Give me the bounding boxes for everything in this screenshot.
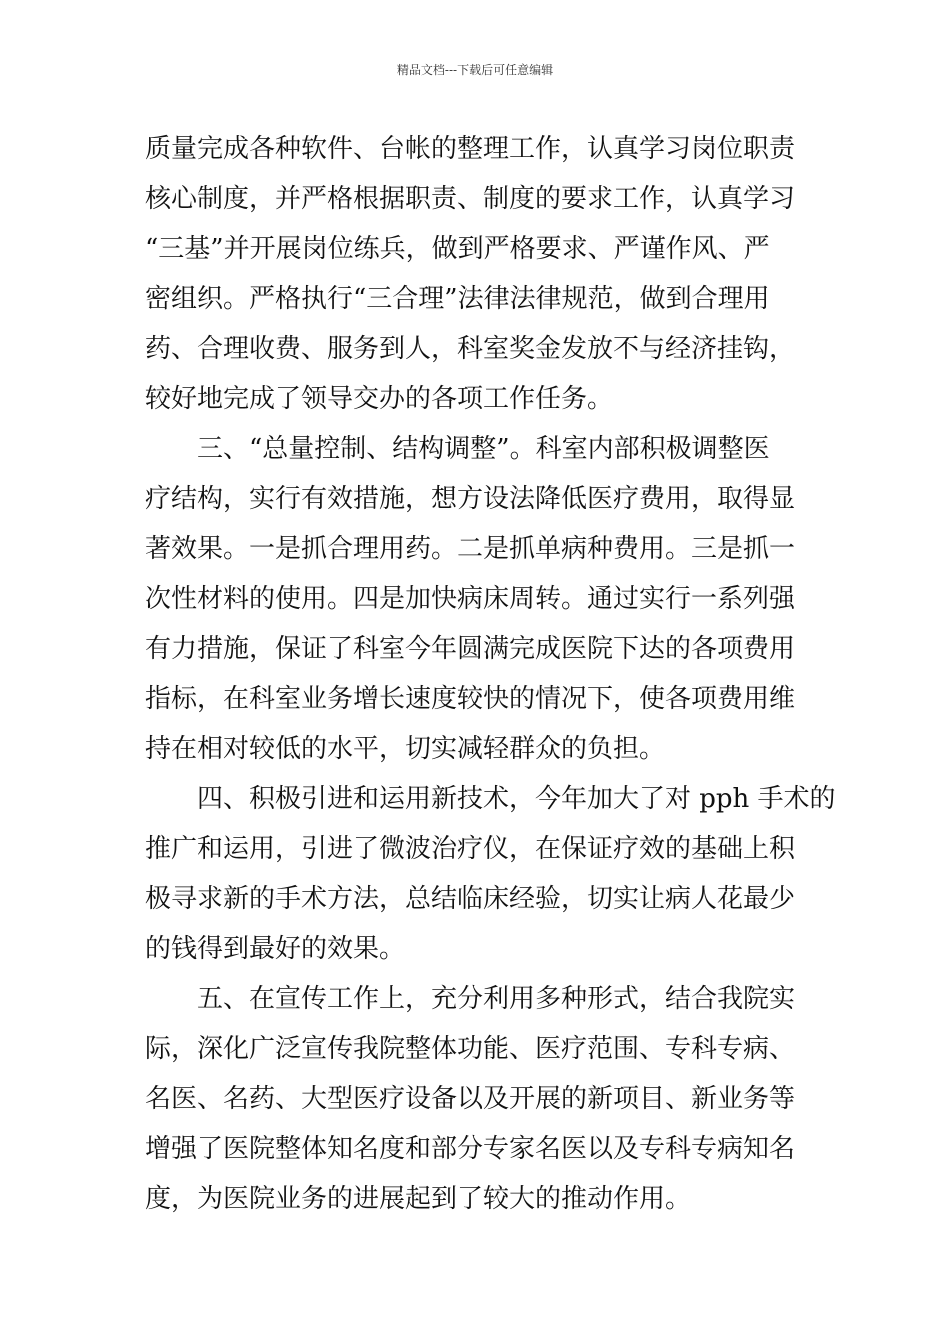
text-line: 质量完成各种软件、台帐的整理工作，认真学习岗位职责 [145,134,796,164]
text-line: 著效果。一是抓合理用药。二是抓单病种费用。三是抓一 [145,534,796,564]
text-line: 的钱得到最好的效果。 [145,934,406,964]
text-line: 密组织。严格执行“三合理”法律法律规范，做到合理用 [145,284,770,314]
text-line: “三基”并开展岗位练兵，做到严格要求、严谨作风、严 [145,234,770,264]
text-line: 较好地完成了领导交办的各项工作任务。 [145,384,614,414]
text-line: 药、合理收费、服务到人，科室奖金发放不与经济挂钩， [145,334,796,364]
text-line: 持在相对较低的水平，切实减轻群众的负担。 [145,734,666,764]
text-line: 名医、名药、大型医疗设备以及开展的新项目、新业务等 [145,1084,796,1114]
text-line: 极寻求新的手术方法，总结临床经验，切实让病人花最少 [145,884,796,914]
document-body [145,124,836,1224]
text-line: 核心制度，并严格根据职责、制度的要求工作，认真学习 [145,184,796,214]
paragraph-start-line: 四、积极引进和运用新技术，今年加大了对 pph 手术的 [197,784,836,814]
paragraph-start-line: 三、“总量控制、结构调整”。科室内部积极调整医 [197,434,770,464]
text-line: 际，深化广泛宣传我院整体功能、医疗范围、专科专病、 [145,1034,796,1064]
text-line: 增强了医院整体知名度和部分专家名医以及专科专病知名 [145,1134,796,1164]
page-header: 精品文档---下载后可任意编辑 [396,63,554,77]
text-line: 推广和运用，引进了微波治疗仪，在保证疗效的基础上积 [145,834,796,864]
text-line: 有力措施，保证了科室今年圆满完成医院下达的各项费用 [145,634,796,664]
text-line: 疗结构，实行有效措施，想方设法降低医疗费用，取得显 [145,484,796,514]
text-line: 次性材料的使用。四是加快病床周转。通过实行一系列强 [145,584,796,614]
text-line: 度，为医院业务的进展起到了较大的推动作用。 [145,1184,692,1214]
paragraph-start-line: 五、在宣传工作上，充分利用多种形式，结合我院实 [197,984,796,1014]
text-line: 指标，在科室业务增长速度较快的情况下，使各项费用维 [145,684,796,714]
